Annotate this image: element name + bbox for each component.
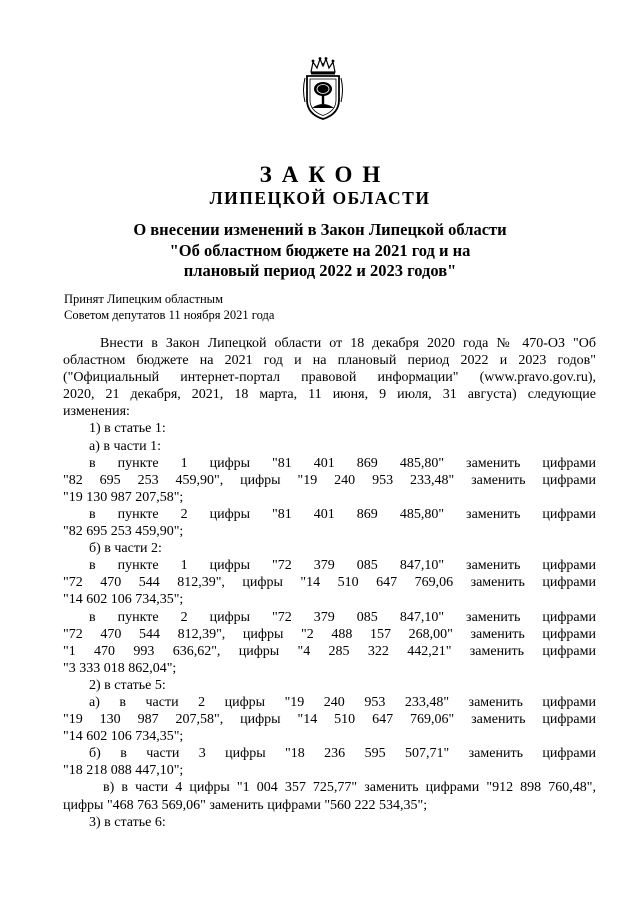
paragraph-line: "72 470 544 812,39", цифры "2 488 157 268,00" заменить цифрами	[63, 626, 596, 642]
law-title-line: О внесении изменений в Закон Липецкой области	[133, 220, 507, 239]
adoption-line: Советом депутатов 11 ноября 2021 года	[64, 307, 275, 322]
adoption-line: Принят Липецким областным	[64, 292, 223, 306]
part-heading: а) в части 1:	[89, 438, 161, 454]
paragraph-line: "72 470 544 812,39", цифры "14 510 647 769,06 заменить цифрами	[63, 575, 596, 591]
paragraph-line: "19 130 987 207,58";	[63, 489, 184, 505]
document-body	[63, 335, 596, 831]
paragraph-line: в) в части 4 цифры "1 004 357 725,77" заменить цифрами "912 898 760,48",	[103, 780, 596, 796]
law-title	[60, 220, 580, 282]
paragraph-line: а) в части 2 цифры "19 240 953 233,48" заменить цифрами	[89, 694, 596, 710]
paragraph-line: "19 130 987 207,58", цифры "14 510 647 769,06" заменить цифрами	[63, 712, 596, 728]
paragraph-line: Внести в Закон Липецкой области от 18 декабря 2020 года № 470-ОЗ "Об	[100, 336, 596, 351]
adoption-note	[64, 292, 274, 323]
document-title: ЗАКОН	[259, 162, 391, 187]
paragraph-line: "82 695 253 459,90";	[63, 524, 184, 540]
law-title-line: "Об областном бюджете на 2021 год и на	[169, 240, 471, 260]
paragraph-line: в пункте 1 цифры "81 401 869 485,80" заменить цифрами	[89, 455, 596, 471]
article-heading: 2) в статье 5:	[89, 677, 166, 693]
paragraph-line: в пункте 2 цифры "81 401 869 485,80" заменить цифрами	[89, 506, 596, 522]
paragraph-line: областном бюджете на 2021 год и на плановый период 2022 и 2023 годов"	[63, 353, 596, 369]
lipetsk-coat-of-arms-icon	[298, 56, 348, 122]
article-heading: 1) в статье 1:	[89, 421, 166, 437]
paragraph-line: "82 695 253 459,90", цифры "19 240 953 233,48" заменить цифрами	[63, 472, 596, 488]
paragraph-line: "3 333 018 862,04";	[63, 660, 177, 676]
document-region: ЛИПЕЦКОЙ ОБЛАСТИ	[209, 188, 431, 208]
paragraph-line: "18 218 088 447,10";	[63, 763, 184, 779]
paragraph-line: цифры "468 763 569,06" заменить цифрами "560 222 534,35";	[63, 797, 428, 813]
paragraph-line: 2020, 21 декабря, 2021, 18 марта, 11 июня, 9 июля, 31 августа) следующие	[63, 387, 596, 403]
law-title-line: плановый период 2022 и 2023 годов"	[183, 261, 457, 280]
paragraph-line: ("Официальный интернет-портал правовой информации" (www.pravo.gov.ru),	[63, 370, 596, 386]
part-heading: б) в части 2:	[89, 541, 162, 557]
paragraph-line: "14 602 106 734,35";	[63, 729, 184, 745]
paragraph-line: в пункте 1 цифры "72 379 085 847,10" заменить цифрами	[89, 558, 596, 574]
paragraph-line: б) в части 3 цифры "18 236 595 507,71" заменить цифрами	[89, 746, 596, 762]
article-heading: 3) в статье 6:	[89, 814, 166, 830]
paragraph-line: "1 470 993 636,62", цифры "4 285 322 442,21" заменить цифрами	[63, 643, 596, 659]
paragraph-line: в пункте 2 цифры "72 379 085 847,10" заменить цифрами	[89, 609, 596, 625]
paragraph-line: "14 602 106 734,35";	[63, 592, 184, 608]
paragraph-line: изменения:	[63, 404, 130, 420]
